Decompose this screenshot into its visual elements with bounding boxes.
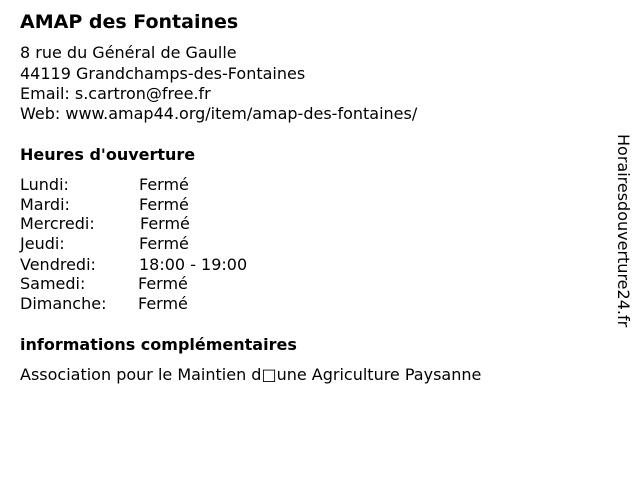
hours-day-value: Fermé (139, 234, 189, 253)
site-watermark: Horairesdouverture24.fr (614, 134, 633, 328)
hours-day-label: Mardi: (20, 195, 70, 214)
business-name: AMAP des Fontaines (20, 11, 239, 33)
address-street: 8 rue du Général de Gaulle (20, 43, 237, 62)
hours-day-label: Samedi: (20, 274, 86, 293)
hours-day-value: Fermé (138, 274, 188, 293)
address-city: 44119 Grandchamps-des-Fontaines (20, 64, 306, 83)
hours-day-label: Lundi: (20, 175, 69, 194)
web-line: Web: www.amap44.org/item/amap-des-fontaines/ (20, 104, 418, 123)
hours-day-value: Fermé (139, 175, 189, 194)
hours-day-label: Dimanche: (20, 294, 107, 313)
hours-day-label: Jeudi: (20, 234, 65, 253)
opening-hours-heading: Heures d'ouverture (20, 145, 196, 164)
hours-day-value: Fermé (140, 214, 190, 233)
hours-day-label: Vendredi: (20, 255, 96, 274)
additional-info-text: Association pour le Maintien d□une Agriculture Paysanne (20, 365, 482, 384)
hours-day-value: Fermé (139, 195, 189, 214)
hours-day-value: 18:00 - 19:00 (139, 255, 248, 274)
email-line: Email: s.cartron@free.fr (20, 84, 211, 103)
additional-info-heading: informations complémentaires (20, 335, 297, 354)
hours-day-value: Fermé (138, 294, 188, 313)
hours-day-label: Mercredi: (20, 214, 95, 233)
